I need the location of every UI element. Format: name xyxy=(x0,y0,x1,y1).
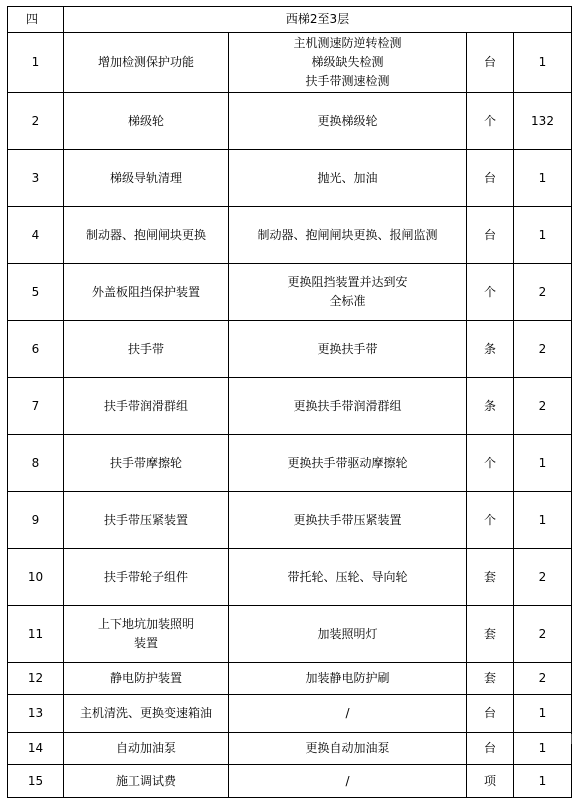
edge-mark xyxy=(571,734,572,744)
row-number: 4 xyxy=(8,207,64,264)
section-title: 西梯2至3层 xyxy=(64,7,572,33)
table-row xyxy=(8,435,572,492)
unit: 条 xyxy=(467,321,514,378)
unit: 台 xyxy=(467,733,514,765)
quantity: 2 xyxy=(514,606,572,663)
item-name-line: 增加检测保护功能 xyxy=(97,55,194,69)
item-name-line: 静电防护装置 xyxy=(109,671,182,685)
item-name xyxy=(64,549,229,606)
unit: 台 xyxy=(467,207,514,264)
row-number: 3 xyxy=(8,150,64,207)
item-name xyxy=(64,606,229,663)
work-content xyxy=(229,207,467,264)
row-number: 8 xyxy=(8,435,64,492)
table-row xyxy=(8,549,572,606)
item-name-line: 主机清洗、更换变速箱油 xyxy=(79,706,212,720)
quantity: 1 xyxy=(514,33,572,93)
item-name-line: 施工调试费 xyxy=(115,773,176,788)
work-content xyxy=(229,765,467,798)
table-row xyxy=(8,663,572,695)
quantity: 2 xyxy=(514,378,572,435)
item-name-line: 上下地坑加装照明 xyxy=(97,617,194,631)
row-number: 12 xyxy=(8,663,64,695)
item-name-line: 扶手带压紧装置 xyxy=(103,512,188,527)
row-number: 2 xyxy=(8,93,64,150)
quantity: 2 xyxy=(514,549,572,606)
quantity: 1 xyxy=(514,492,572,549)
row-number: 7 xyxy=(8,378,64,435)
quantity: 1 xyxy=(514,435,572,492)
work-content xyxy=(229,549,467,606)
work-content xyxy=(229,435,467,492)
work-content-line: 主机测速防逆转检测 xyxy=(293,36,402,50)
quantity: 2 xyxy=(514,321,572,378)
unit: 台 xyxy=(467,33,514,93)
item-name xyxy=(64,150,229,207)
row-number: 5 xyxy=(8,264,64,321)
work-content-line: 更换自动加油泵 xyxy=(305,741,390,755)
row-number: 6 xyxy=(8,321,64,378)
quantity: 1 xyxy=(514,733,572,765)
work-content-line: 扶手带测速检测 xyxy=(305,74,390,88)
work-content xyxy=(229,33,467,93)
table-row xyxy=(8,492,572,549)
work-content-line: 更换扶手带润滑群组 xyxy=(293,398,402,413)
work-content-line: 更换扶手带 xyxy=(317,341,378,356)
table-row xyxy=(8,33,572,93)
unit: 个 xyxy=(467,435,514,492)
unit: 个 xyxy=(467,492,514,549)
unit: 套 xyxy=(467,606,514,663)
item-name xyxy=(64,378,229,435)
work-content-line: 全标准 xyxy=(329,294,366,308)
work-content-line: 加装静电防护刷 xyxy=(305,671,390,685)
table-body xyxy=(8,7,572,798)
work-content-line: 更换梯级轮 xyxy=(317,113,378,128)
unit: 条 xyxy=(467,378,514,435)
item-name-line: 扶手带润滑群组 xyxy=(103,398,188,413)
work-content xyxy=(229,378,467,435)
table-row xyxy=(8,765,572,798)
quantity: 1 xyxy=(514,765,572,798)
item-name-line: 梯级轮 xyxy=(127,113,164,128)
row-number: 10 xyxy=(8,549,64,606)
work-content-line: 带托轮、压轮、导向轮 xyxy=(287,569,408,584)
item-name-line: 自动加油泵 xyxy=(115,741,176,755)
work-content-line: 更换扶手带驱动摩擦轮 xyxy=(287,455,408,470)
item-name xyxy=(64,264,229,321)
work-content xyxy=(229,492,467,549)
row-number: 14 xyxy=(8,733,64,765)
quantity: 132 xyxy=(514,93,572,150)
work-content-line: 制动器、抱闸闸块更换、报闸监测 xyxy=(257,227,438,242)
quantity: 2 xyxy=(514,264,572,321)
row-number: 11 xyxy=(8,606,64,663)
unit: 台 xyxy=(467,150,514,207)
item-name xyxy=(64,663,229,695)
table-row xyxy=(8,733,572,765)
item-name-line: 制动器、抱闸闸块更换 xyxy=(85,227,206,242)
unit: 台 xyxy=(467,695,514,733)
work-content xyxy=(229,93,467,150)
item-name-line: 外盖板阻挡保护装置 xyxy=(91,284,200,299)
table-row xyxy=(8,93,572,150)
table-row xyxy=(8,695,572,733)
work-content xyxy=(229,321,467,378)
section-header-row xyxy=(8,7,572,33)
row-number: 13 xyxy=(8,695,64,733)
quantity: 2 xyxy=(514,663,572,695)
table-row xyxy=(8,378,572,435)
item-name-line: 装置 xyxy=(133,636,158,650)
quantity: 1 xyxy=(514,150,572,207)
work-content xyxy=(229,695,467,733)
section-number: 四 xyxy=(8,7,64,33)
quantity: 1 xyxy=(514,207,572,264)
item-name xyxy=(64,492,229,549)
work-content-line: / xyxy=(345,773,350,788)
work-content-line: 更换阻挡装置并达到安 xyxy=(287,275,408,289)
table-row xyxy=(8,150,572,207)
item-name-line: 扶手带轮子组件 xyxy=(103,569,188,584)
unit: 个 xyxy=(467,264,514,321)
table-row xyxy=(8,606,572,663)
item-name xyxy=(64,695,229,733)
item-name xyxy=(64,33,229,93)
work-content-line: 加装照明灯 xyxy=(317,626,378,641)
work-content xyxy=(229,150,467,207)
work-content-line: / xyxy=(345,706,350,720)
row-number: 15 xyxy=(8,765,64,798)
row-number: 1 xyxy=(8,33,64,93)
work-content-line: 更换扶手带压紧装置 xyxy=(293,512,402,527)
row-number: 9 xyxy=(8,492,64,549)
item-name xyxy=(64,435,229,492)
work-content-line: 抛光、加油 xyxy=(317,170,378,185)
table-row xyxy=(8,321,572,378)
work-content-line: 梯级缺失检测 xyxy=(311,55,384,69)
unit: 个 xyxy=(467,93,514,150)
table-row xyxy=(8,207,572,264)
unit: 项 xyxy=(467,765,514,798)
item-name xyxy=(64,207,229,264)
work-content xyxy=(229,663,467,695)
unit: 套 xyxy=(467,663,514,695)
item-name xyxy=(64,765,229,798)
table-row xyxy=(8,264,572,321)
item-name-line: 梯级导轨清理 xyxy=(109,170,182,185)
unit: 套 xyxy=(467,549,514,606)
item-name-line: 扶手带 xyxy=(127,341,164,356)
item-name xyxy=(64,321,229,378)
item-name-line: 扶手带摩擦轮 xyxy=(109,455,182,470)
quotation-table xyxy=(7,6,572,798)
item-name xyxy=(64,733,229,765)
item-name xyxy=(64,93,229,150)
work-content xyxy=(229,264,467,321)
quantity: 1 xyxy=(514,695,572,733)
work-content xyxy=(229,733,467,765)
work-content xyxy=(229,606,467,663)
